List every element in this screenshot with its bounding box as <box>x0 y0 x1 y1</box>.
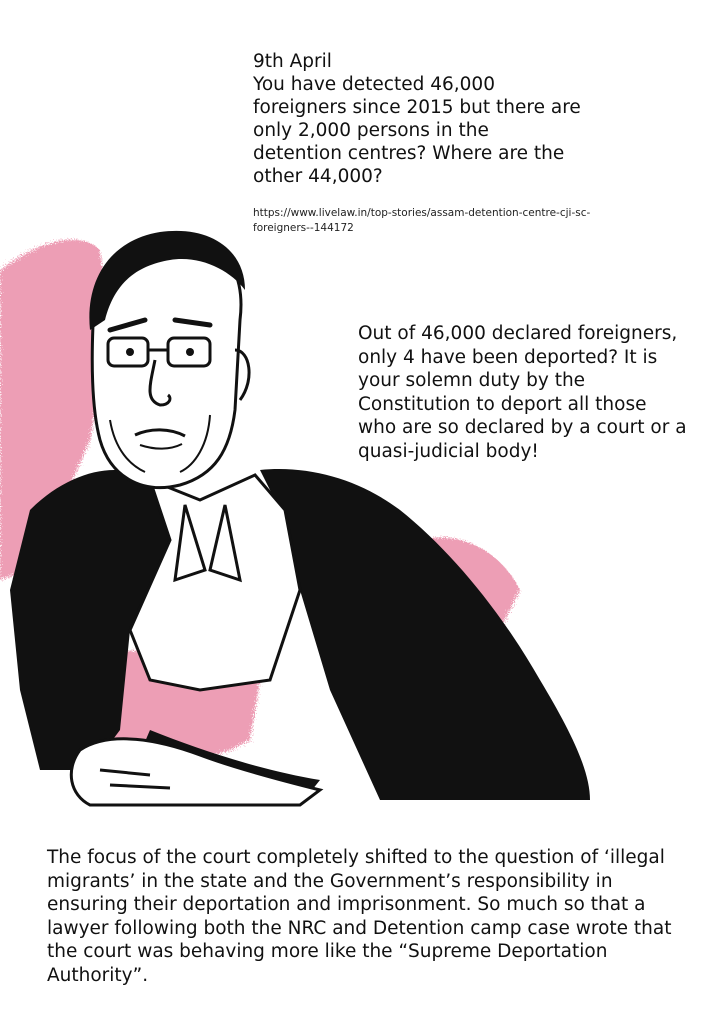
caption: The focus of the court completely shifted to the question of ‘illegal migrants’ in the state and the Government’s responsibility in ensuring their deportation and imprisonment. So much so that a lawyer following both the NRC and Detention camp case wrote that the court was behaving more like the “Supreme Deportation Authority”. <box>47 847 672 986</box>
quote-date: 9th April <box>253 51 332 72</box>
source-link[interactable]: https://www.livelaw.in/top-stories/assam-detention-centre-cji-sc-foreigners--144172 <box>253 207 591 234</box>
judge-illustration <box>0 210 600 810</box>
right-quote: Out of 46,000 declared foreigners, only 4 have been deported? It is your solemn duty by the Constitution to deport all those who are so declared by a court or a quasi-judicial body! <box>358 323 687 462</box>
top-quote <box>253 50 583 188</box>
judge-head <box>89 231 249 488</box>
quote-text: You have detected 46,000 foreigners since 2015 but there are only 2,000 persons in the detention centres? Where are the other 44,000? <box>253 74 581 187</box>
